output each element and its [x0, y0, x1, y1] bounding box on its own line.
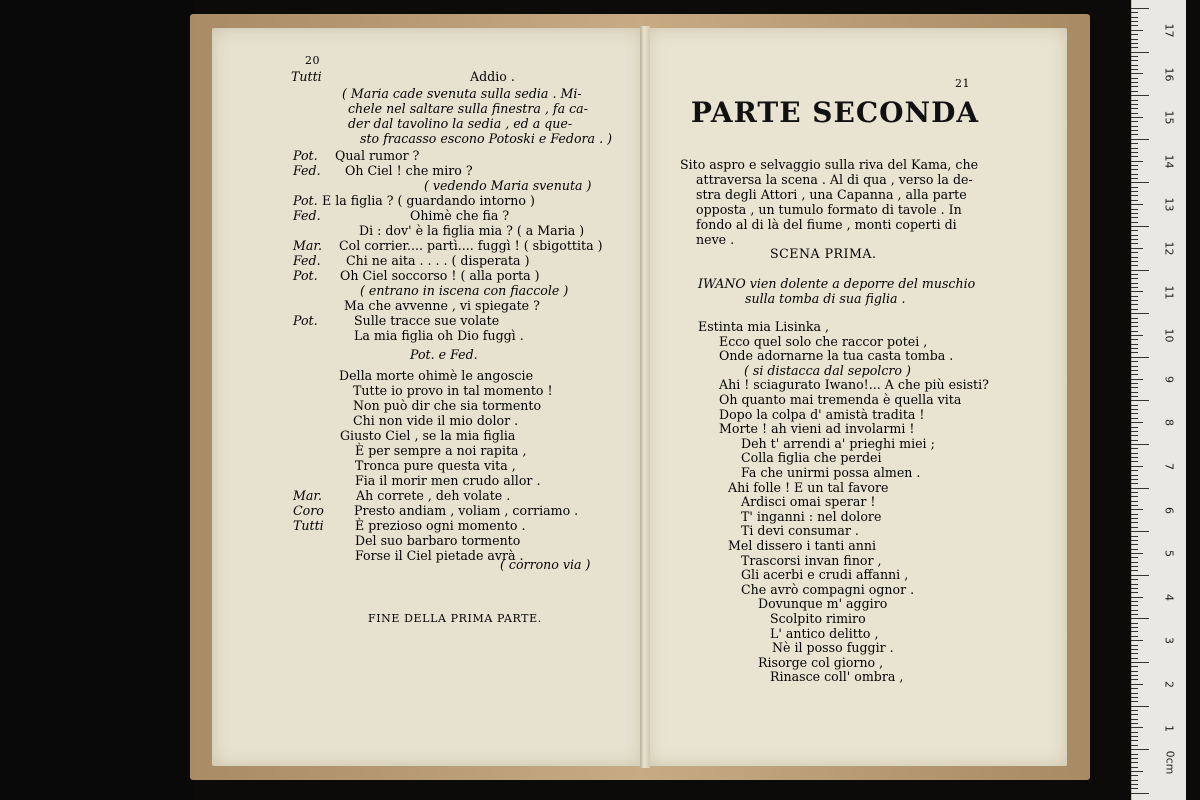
- ruler-tick: [1131, 392, 1138, 393]
- left-text-line: Sulle tracce sue volate: [354, 313, 500, 328]
- ruler-tick: [1131, 453, 1138, 454]
- left-text-line: Forse il Ciel pietade avrà .: [355, 548, 524, 563]
- ruler-number: 14: [1162, 154, 1176, 169]
- ruler-tick: [1131, 501, 1138, 502]
- left-text-line: ( Maria cade svenuta sulla sedia . Mi-: [342, 86, 582, 101]
- left-text-line: sto fracasso escono Potoski e Fedora . ): [360, 131, 612, 146]
- ruler-tick: [1131, 174, 1138, 175]
- verse-line: Ardisci omai sperar !: [741, 494, 876, 510]
- stage-direction-line-2: sulla tomba di sua figlia .: [745, 291, 906, 306]
- ruler-tick: [1131, 357, 1149, 358]
- ruler-tick: [1131, 12, 1138, 13]
- verse-line: Estinta mia Lisinka ,: [698, 319, 830, 334]
- ruler-tick: [1131, 575, 1149, 576]
- ruler-tick: [1131, 326, 1138, 327]
- ruler-tick: [1131, 178, 1138, 179]
- speaker-label: Pot.: [293, 268, 318, 283]
- verse-line: ( si distacca dal sepolcro ): [744, 362, 911, 378]
- ruler-tick: [1131, 265, 1138, 266]
- ruler-tick: [1131, 588, 1138, 589]
- ruler-tick: [1131, 688, 1138, 689]
- setting-line: fondo al di là del fiume , monti coperti di: [696, 217, 957, 232]
- ruler-tick: [1131, 300, 1138, 301]
- ruler-tick: [1131, 631, 1138, 632]
- ruler-tick: [1131, 405, 1138, 406]
- left-text-line: Oh Ciel ! che miro ?: [345, 163, 473, 178]
- ruler-tick: [1131, 165, 1138, 166]
- verse-line: Risorge col giorno ,: [758, 654, 884, 670]
- ruler-tick: [1131, 470, 1138, 471]
- ruler-tick: [1131, 383, 1138, 384]
- ruler-tick: [1131, 457, 1138, 458]
- ruler-number: 7: [1162, 463, 1176, 470]
- left-text-line: Chi non vide il mio dolor .: [353, 413, 519, 428]
- ruler-tick: [1131, 431, 1138, 432]
- background: [0, 0, 195, 800]
- ruler-tick: [1131, 788, 1138, 789]
- ruler-tick: [1131, 496, 1138, 497]
- ruler-tick: [1131, 21, 1138, 22]
- ruler-tick: [1131, 509, 1143, 510]
- verse-line: Morte ! ah vieni ad involarmi !: [719, 421, 915, 437]
- setting-line: attraversa la scena . Al di qua , verso la de-: [696, 172, 973, 187]
- ruler-tick: [1131, 605, 1138, 606]
- verse-line: L' antico delitto ,: [770, 625, 879, 641]
- verse-line: Ahi ! sciagurato Iwano!... A che più esisti?: [719, 377, 989, 393]
- ruler-unit-label: 0cm: [1163, 750, 1177, 775]
- ruler-number: 9: [1162, 375, 1176, 383]
- verse-line: Fa che unirmi possa almen .: [741, 465, 921, 480]
- ruler-tick: [1131, 422, 1143, 423]
- ruler-tick: [1131, 344, 1138, 345]
- left-text-line: Col corrier.... partì.... fuggì ! ( sbigottita ): [339, 238, 603, 253]
- ruler-tick: [1131, 732, 1138, 733]
- left-text-line: È prezioso ogni momento .: [355, 518, 526, 533]
- left-text-line: Della morte ohimè le angoscie: [339, 368, 534, 383]
- left-text-line: Oh Ciel soccorso ! ( alla porta ): [340, 268, 540, 283]
- ruler-tick: [1131, 191, 1138, 192]
- ruler-number: 6: [1162, 506, 1176, 514]
- ruler-tick: [1131, 488, 1149, 489]
- ruler-tick: [1131, 483, 1138, 484]
- speaker-label: Fed.: [293, 163, 321, 178]
- ruler-tick: [1131, 313, 1149, 314]
- left-text-line: Presto andiam , voliam , corriamo .: [354, 503, 579, 518]
- stage-direction-line-1: IWANO vien dolente a deporre del muschio: [698, 276, 976, 291]
- speaker-label: Mar.: [293, 488, 323, 503]
- ruler-tick: [1131, 522, 1138, 523]
- left-text-line: Tronca pure questa vita ,: [355, 458, 516, 473]
- ruler-tick: [1131, 152, 1138, 153]
- ruler-tick: [1131, 226, 1149, 227]
- ruler-tick: [1131, 793, 1149, 794]
- right-page-number: 21: [955, 77, 970, 90]
- ruler-tick: [1131, 134, 1138, 135]
- setting-line: stra degli Attori , una Capanna , alla parte: [696, 187, 967, 202]
- ruler-tick: [1131, 283, 1138, 284]
- ruler-tick: [1131, 148, 1138, 149]
- ruler-tick: [1131, 95, 1149, 96]
- ruler-tick: [1131, 82, 1138, 83]
- left-text-line: ( entrano in iscena con fiaccole ): [360, 283, 569, 298]
- ruler-tick: [1131, 217, 1138, 218]
- ruler-tick: [1131, 200, 1138, 201]
- ruler-tick: [1131, 618, 1149, 619]
- left-text-line: Del suo barbaro tormento: [355, 533, 521, 548]
- ruler-tick: [1131, 322, 1138, 323]
- ruler-tick: [1131, 527, 1138, 528]
- ruler-tick: [1131, 780, 1138, 781]
- ruler-tick: [1131, 448, 1138, 449]
- verse-line: T' inganni : nel dolore: [741, 508, 882, 524]
- ruler-tick: [1131, 318, 1138, 319]
- ruler-tick: [1131, 52, 1149, 53]
- ruler-number: 4: [1162, 593, 1176, 601]
- ruler-number: 3: [1162, 637, 1176, 645]
- verse-line: Dovunque m' aggiro: [758, 596, 888, 612]
- ruler-tick: [1131, 239, 1138, 240]
- ruler-tick: [1131, 209, 1138, 210]
- ruler-tick: [1131, 592, 1138, 593]
- ruler-tick: [1131, 701, 1138, 702]
- ruler-tick: [1131, 579, 1138, 580]
- ruler-tick: [1131, 113, 1138, 114]
- ruler-number: 13: [1162, 197, 1176, 212]
- ruler-tick: [1131, 195, 1138, 196]
- ruler-tick: [1131, 475, 1138, 476]
- speaker-label: Fed.: [293, 253, 321, 268]
- left-text-line: È per sempre a noi rapita ,: [355, 443, 527, 458]
- ruler-tick: [1131, 30, 1143, 31]
- ruler-tick: [1131, 675, 1138, 676]
- ruler-tick: [1131, 104, 1138, 105]
- ruler-tick: [1131, 461, 1138, 462]
- left-text-line: Fia il morir men crudo allor .: [355, 473, 541, 488]
- ruler-tick: [1131, 169, 1138, 170]
- ruler-tick: [1131, 348, 1138, 349]
- speaker-label: Tutti: [291, 69, 322, 84]
- book-gutter: [640, 26, 650, 768]
- ruler-tick: [1131, 222, 1138, 223]
- left-text-line: Tutte io provo in tal momento !: [353, 383, 553, 398]
- ruler-tick: [1131, 235, 1138, 236]
- ruler-tick: [1131, 771, 1143, 772]
- ruler-number: 16: [1162, 67, 1176, 82]
- ruler-tick: [1131, 291, 1143, 292]
- verse-line: Colla figlia che perdei: [741, 450, 882, 466]
- ruler-tick: [1131, 309, 1138, 310]
- ruler-tick: [1131, 440, 1138, 441]
- ruler-tick: [1131, 73, 1143, 74]
- ruler-tick: [1131, 627, 1138, 628]
- ruler-tick: [1131, 156, 1138, 157]
- verse-line: Rinasce coll' ombra ,: [770, 669, 904, 685]
- ruler-tick: [1131, 56, 1138, 57]
- ruler-tick: [1131, 374, 1138, 375]
- ruler-tick: [1131, 514, 1138, 515]
- left-text-line: der dal tavolino la sedia , ed a que-: [348, 116, 573, 131]
- ruler-tick: [1131, 505, 1138, 506]
- ruler-tick: [1131, 248, 1143, 249]
- end-of-part-note: FINE DELLA PRIMA PARTE.: [368, 612, 542, 625]
- ruler-tick: [1131, 749, 1149, 750]
- ruler-tick: [1131, 479, 1138, 480]
- ruler-tick: [1131, 562, 1138, 563]
- ruler-tick: [1131, 597, 1143, 598]
- ruler-tick: [1131, 549, 1138, 550]
- ruler-number: 2: [1162, 681, 1176, 688]
- ruler-tick: [1131, 370, 1138, 371]
- verse-line: Ahi folle ! E un tal favore: [728, 479, 889, 495]
- ruler-tick: [1131, 139, 1149, 140]
- ruler-tick: [1131, 117, 1143, 118]
- ruler-tick: [1131, 91, 1138, 92]
- left-text-line: Ma che avvenne , vi spiegate ?: [344, 298, 540, 313]
- speaker-label: Tutti: [293, 518, 324, 533]
- ruler-tick: [1131, 706, 1149, 707]
- ruler-tick: [1131, 745, 1138, 746]
- ruler-tick: [1131, 653, 1138, 654]
- ruler-tick: [1131, 39, 1138, 40]
- ruler-tick: [1131, 257, 1138, 258]
- ruler-tick: [1131, 182, 1149, 183]
- left-page-number: 20: [305, 54, 320, 67]
- ruler-tick: [1131, 252, 1138, 253]
- setting-line: Sito aspro e selvaggio sulla riva del Kama, che: [680, 157, 979, 172]
- ruler-number: 5: [1162, 550, 1176, 558]
- verse-line: Trascorsi invan finor ,: [741, 552, 882, 568]
- ruler-tick: [1131, 727, 1143, 728]
- ruler-tick: [1131, 396, 1138, 397]
- speaker-label: Pot.: [293, 313, 318, 328]
- ruler-tick: [1131, 130, 1138, 131]
- ruler-tick: [1131, 400, 1149, 401]
- left-text-line: chele nel saltare sulla finestra , fa ca-: [348, 101, 588, 116]
- ruler-tick: [1131, 649, 1138, 650]
- verse-line: Dopo la colpa d' amistà tradita !: [719, 406, 925, 422]
- ruler-tick: [1131, 86, 1138, 87]
- ruler-tick: [1131, 43, 1138, 44]
- ruler-tick: [1131, 379, 1143, 380]
- ruler-tick: [1131, 658, 1138, 659]
- ruler-tick: [1131, 17, 1138, 18]
- ruler-tick: [1131, 34, 1138, 35]
- left-text-line: Addio .: [470, 69, 515, 84]
- left-text-line: Ah correte , deh volate .: [356, 488, 511, 503]
- ruler-tick: [1131, 466, 1143, 467]
- ruler-tick: [1131, 47, 1138, 48]
- ruler-tick: [1131, 553, 1143, 554]
- ruler-tick: [1131, 304, 1138, 305]
- ruler-tick: [1131, 710, 1138, 711]
- ruler-tick: [1131, 278, 1138, 279]
- verse-line: Ti devi consumar .: [741, 523, 859, 539]
- speaker-label: Fed.: [293, 208, 321, 223]
- ruler-tick: [1131, 610, 1138, 611]
- ruler-tick: [1131, 243, 1138, 244]
- ruler-tick: [1131, 666, 1138, 667]
- ruler-number: 11: [1162, 285, 1176, 300]
- ruler-tick: [1131, 121, 1138, 122]
- ruler-tick: [1131, 671, 1138, 672]
- ruler-tick: [1131, 230, 1138, 231]
- ruler-tick: [1131, 108, 1138, 109]
- ruler-tick: [1131, 684, 1143, 685]
- ruler-tick: [1131, 557, 1138, 558]
- ruler-tick: [1131, 719, 1138, 720]
- ruler-tick: [1131, 161, 1143, 162]
- left-text-line: Pot. e Fed.: [410, 347, 478, 362]
- ruler-tick: [1131, 387, 1138, 388]
- ruler-tick: [1131, 413, 1138, 414]
- ruler-tick: [1131, 204, 1143, 205]
- ruler-tick: [1131, 640, 1143, 641]
- ruler-number: 12: [1162, 241, 1176, 256]
- ruler-tick: [1131, 409, 1138, 410]
- ruler-tick: [1131, 69, 1138, 70]
- ruler-tick: [1131, 754, 1138, 755]
- left-text-line: Qual rumor ?: [335, 148, 420, 163]
- ruler-tick: [1131, 723, 1138, 724]
- ruler-tick: [1131, 566, 1138, 567]
- verse-line: Che avrò compagni ognor .: [741, 581, 915, 597]
- ruler-tick: [1131, 767, 1138, 768]
- ruler-tick: [1131, 366, 1138, 367]
- ruler-tick: [1131, 570, 1138, 571]
- left-text-line: Di : dov' è la figlia mia ? ( a Maria ): [359, 223, 585, 238]
- ruler-tick: [1131, 679, 1138, 680]
- scene-heading: SCENA PRIMA.: [770, 246, 877, 261]
- verse-line: Ecco quel solo che raccor potei ,: [719, 333, 928, 349]
- ruler-tick: [1131, 287, 1138, 288]
- ruler-tick: [1131, 775, 1138, 776]
- setting-line: opposta , un tumulo formato di tavole . In: [696, 202, 962, 217]
- ruler-tick: [1131, 60, 1138, 61]
- ruler-tick: [1131, 444, 1149, 445]
- verse-line: Onde adornarne la tua casta tomba .: [719, 348, 954, 364]
- ruler-tick: [1131, 518, 1138, 519]
- left-text-line: E la figlia ? ( guardando intorno ): [322, 193, 535, 208]
- ruler-tick: [1131, 335, 1143, 336]
- ruler-tick: [1131, 614, 1138, 615]
- ruler-tick: [1131, 261, 1138, 262]
- ruler-tick: [1131, 427, 1138, 428]
- ruler-tick: [1131, 536, 1138, 537]
- ruler-tick: [1131, 143, 1138, 144]
- verse-line: Scolpito rimiro: [770, 611, 866, 626]
- verse-line: Nè il posso fuggir .: [772, 640, 894, 656]
- ruler-tick: [1131, 584, 1138, 585]
- ruler-number: 17: [1162, 23, 1176, 38]
- ruler-tick: [1131, 418, 1138, 419]
- ruler-number: 1: [1162, 724, 1176, 732]
- speaker-label: Pot.: [293, 193, 318, 208]
- ruler-tick: [1131, 339, 1138, 340]
- left-text-line: Chi ne aita . . . . ( disperata ): [346, 253, 530, 268]
- ruler-number: 15: [1162, 110, 1176, 125]
- ruler-tick: [1131, 623, 1138, 624]
- ruler-tick: [1131, 645, 1138, 646]
- ruler-tick: [1131, 762, 1138, 763]
- ruler-tick: [1131, 270, 1149, 271]
- ruler-tick: [1131, 361, 1138, 362]
- ruler-tick: [1131, 100, 1138, 101]
- ruler-tick: [1131, 544, 1138, 545]
- ruler-tick: [1131, 784, 1138, 785]
- verse-line: Deh t' arrendi a' prieghi miei ;: [741, 435, 935, 451]
- section-title: PARTE SECONDA: [690, 96, 980, 129]
- ruler-number: 8: [1162, 419, 1176, 427]
- ruler-tick: [1131, 758, 1138, 759]
- verse-line: Mel dissero i tanti anni: [728, 538, 877, 553]
- ruler-tick: [1131, 274, 1138, 275]
- speaker-label: Coro: [293, 503, 324, 518]
- ruler-tick: [1131, 601, 1138, 602]
- ruler-tick: [1131, 296, 1138, 297]
- speaker-label: Pot.: [293, 148, 318, 163]
- ruler-tick: [1131, 352, 1138, 353]
- left-text-line: Non può dir che sia tormento: [353, 398, 542, 413]
- ruler-tick: [1131, 492, 1138, 493]
- ruler-tick: [1131, 78, 1138, 79]
- ruler-tick: [1131, 531, 1149, 532]
- ruler-tick: [1131, 740, 1138, 741]
- ruler-tick: [1131, 331, 1138, 332]
- ruler-tick: [1131, 693, 1138, 694]
- ruler-tick: [1131, 736, 1138, 737]
- ruler-tick: [1131, 435, 1138, 436]
- ruler-tick: [1131, 636, 1138, 637]
- left-text-line: Giusto Ciel , se la mia figlia: [340, 428, 516, 443]
- ruler-tick: [1131, 213, 1138, 214]
- setting-line: neve .: [696, 232, 735, 247]
- ruler-tick: [1131, 65, 1138, 66]
- verse-line: Oh quanto mai tremenda è quella vita: [719, 392, 962, 407]
- ruler-tick: [1131, 662, 1149, 663]
- speaker-label: Mar.: [293, 238, 323, 253]
- ruler-tick: [1131, 126, 1138, 127]
- ruler-tick: [1131, 714, 1138, 715]
- ruler-tick: [1131, 25, 1138, 26]
- left-text-line: ( vedendo Maria svenuta ): [424, 178, 592, 193]
- ruler-tick: [1131, 187, 1138, 188]
- left-text-line: ( corrono via ): [500, 557, 591, 572]
- left-text-line: La mia figlia oh Dio fuggì .: [354, 328, 524, 343]
- ruler-tick: [1131, 540, 1138, 541]
- ruler-tick: [1131, 8, 1149, 9]
- left-text-line: Ohimè che fia ?: [410, 208, 510, 223]
- verse-line: Gli acerbi e crudi affanni ,: [741, 567, 909, 583]
- ruler-number: 10: [1162, 328, 1176, 343]
- ruler-tick: [1131, 697, 1138, 698]
